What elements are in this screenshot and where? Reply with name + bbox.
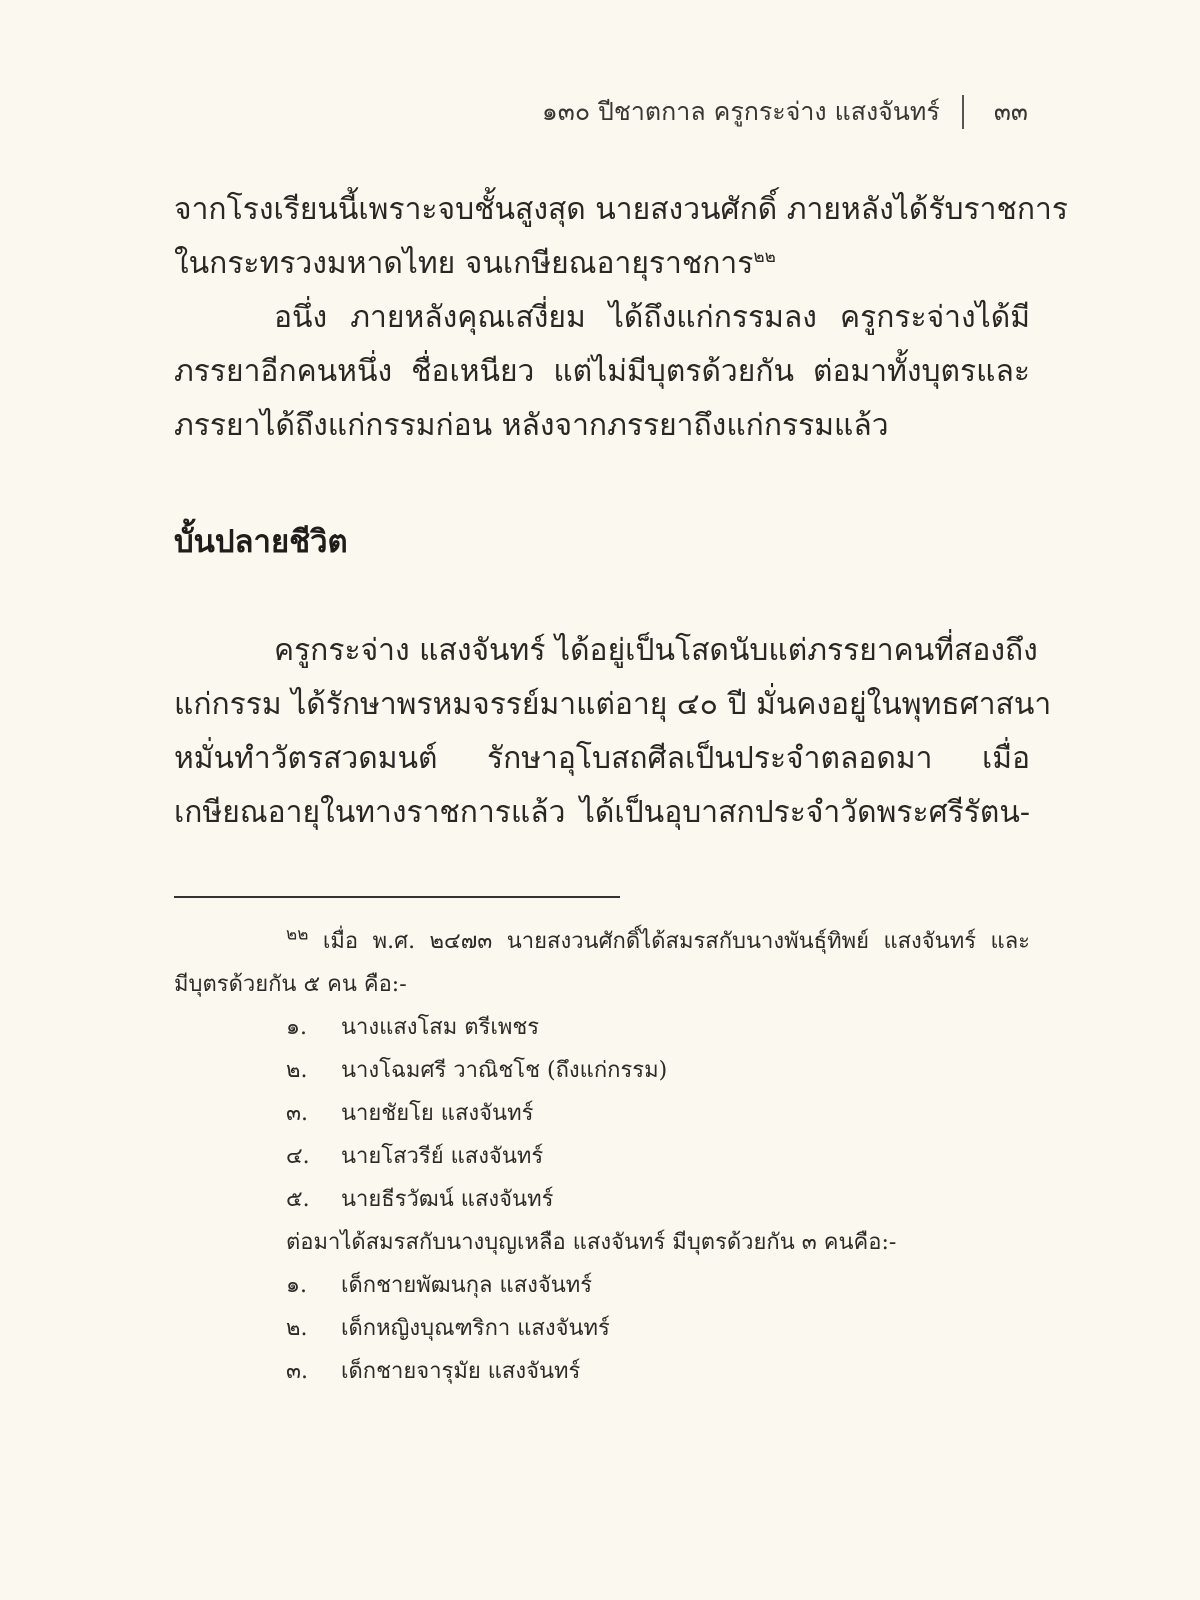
paragraph-1-line-2-text: ในกระทรวงมหาดไทย จนเกษียณอายุราชการ: [174, 246, 754, 281]
list-item: [174, 1092, 1030, 1135]
list-item-number: ๔.: [286, 1144, 310, 1169]
footnote-divider: [174, 896, 620, 898]
running-header: [542, 92, 1028, 132]
list-item-name: เด็กหญิงบุณฑริกา แสงจันทร์: [341, 1316, 610, 1341]
page-number: ๓๓: [993, 97, 1028, 126]
list-item-name: นายธีรวัฒน์ แสงจันทร์: [341, 1187, 554, 1212]
paragraph-1: [174, 183, 1068, 453]
list-item-name: นายชัยโย แสงจันทร์: [341, 1101, 534, 1126]
paragraph-3-line-3: หมั่นทำวัตรสวดมนต์ รักษาอุโบสถศีลเป็นประจำตลอดมา เมื่อ: [174, 741, 1030, 776]
header-separator: [962, 95, 964, 129]
list-item-name: นายโสวรีย์ แสงจันทร์: [341, 1144, 544, 1169]
paragraph-3-line-4: เกษียณอายุในทางราชการแล้ว ได้เป็นอุบาสกประจำวัดพระศรีรัตน-: [174, 795, 1030, 830]
list-item-number: ๑.: [286, 1273, 307, 1298]
paragraph-1-line-2: [174, 237, 1030, 291]
paragraph-3-line-1: ครูกระจ่าง แสงจันทร์ ได้อยู่เป็นโสดนับแต่ภรรยาคนที่สองถึง: [274, 633, 1038, 668]
footnote-line-1-text: เมื่อ พ.ศ. ๒๔๗๓ นายสงวนศักดิ์ได้สมรสกับนางพันธุ์ทิพย์ แสงจันทร์ และ: [322, 929, 1030, 954]
paragraph-1-line-1: จากโรงเรียนนี้เพราะจบชั้นสูงสุด นายสงวนศักดิ์ ภายหลังได้รับราชการ: [174, 192, 1068, 227]
list-item-number: ๒.: [286, 1058, 308, 1083]
list-item-number: ๓.: [286, 1359, 309, 1384]
footnote-line-1: [174, 920, 1030, 963]
list-item-number: ๑.: [286, 1015, 307, 1040]
paragraph-2-line-1: อนึ่ง ภายหลังคุณเสงี่ยม ได้ถึงแก่กรรมลง ครูกระจ่างได้มี: [274, 300, 1030, 335]
footnote-block: [174, 920, 1030, 1393]
paragraph-2-line-3: ภรรยาได้ถึงแก่กรรมก่อน หลังจากภรรยาถึงแก่กรรมแล้ว: [174, 408, 889, 443]
list-item: [174, 1006, 1030, 1049]
footnote-reference: ๒๒: [753, 247, 776, 267]
second-marriage-note: ต่อมาได้สมรสกับนางบุญเหลือ แสงจันทร์ มีบุตรด้วยกัน ๓ คนคือ:-: [286, 1230, 897, 1255]
section-heading: บั้นปลายชีวิต: [174, 524, 348, 560]
footnote-line-2: มีบุตรด้วยกัน ๕ คน คือ:-: [174, 972, 407, 997]
list-item: [174, 1178, 1030, 1221]
list-item: [174, 1307, 1030, 1350]
footnote-marker: ๒๒: [286, 924, 309, 945]
list-item: [174, 1135, 1030, 1178]
paragraph-3: [174, 624, 1052, 840]
list-item-number: ๓.: [286, 1101, 309, 1126]
list-item-number: ๒.: [286, 1316, 308, 1341]
list-item-name: นางโฉมศรี วาณิชโช (ถึงแก่กรรม): [341, 1058, 668, 1083]
book-title: ๑๓๐ ปีชาตกาล ครูกระจ่าง แสงจันทร์: [541, 97, 940, 126]
paragraph-2-line-2: ภรรยาอีกคนหนึ่ง ชื่อเหนียว แต่ไม่มีบุตรด้วยกัน ต่อมาทั้งบุตรและ: [174, 354, 1030, 389]
list-item: [174, 1350, 1030, 1393]
list-item-name: นางแสงโสม ตรีเพชร: [341, 1015, 540, 1040]
list-item-name: เด็กชายจารุมัย แสงจันทร์: [341, 1359, 581, 1384]
list-item-name: เด็กชายพัฒนกุล แสงจันทร์: [341, 1273, 593, 1298]
paragraph-3-line-2: แก่กรรม ได้รักษาพรหมจรรย์มาแต่อายุ ๔๐ ปี มั่นคงอยู่ในพุทธศาสนา: [174, 687, 1052, 722]
list-item-number: ๕.: [286, 1187, 310, 1212]
list-item: [174, 1049, 1030, 1092]
list-item: [174, 1264, 1030, 1307]
